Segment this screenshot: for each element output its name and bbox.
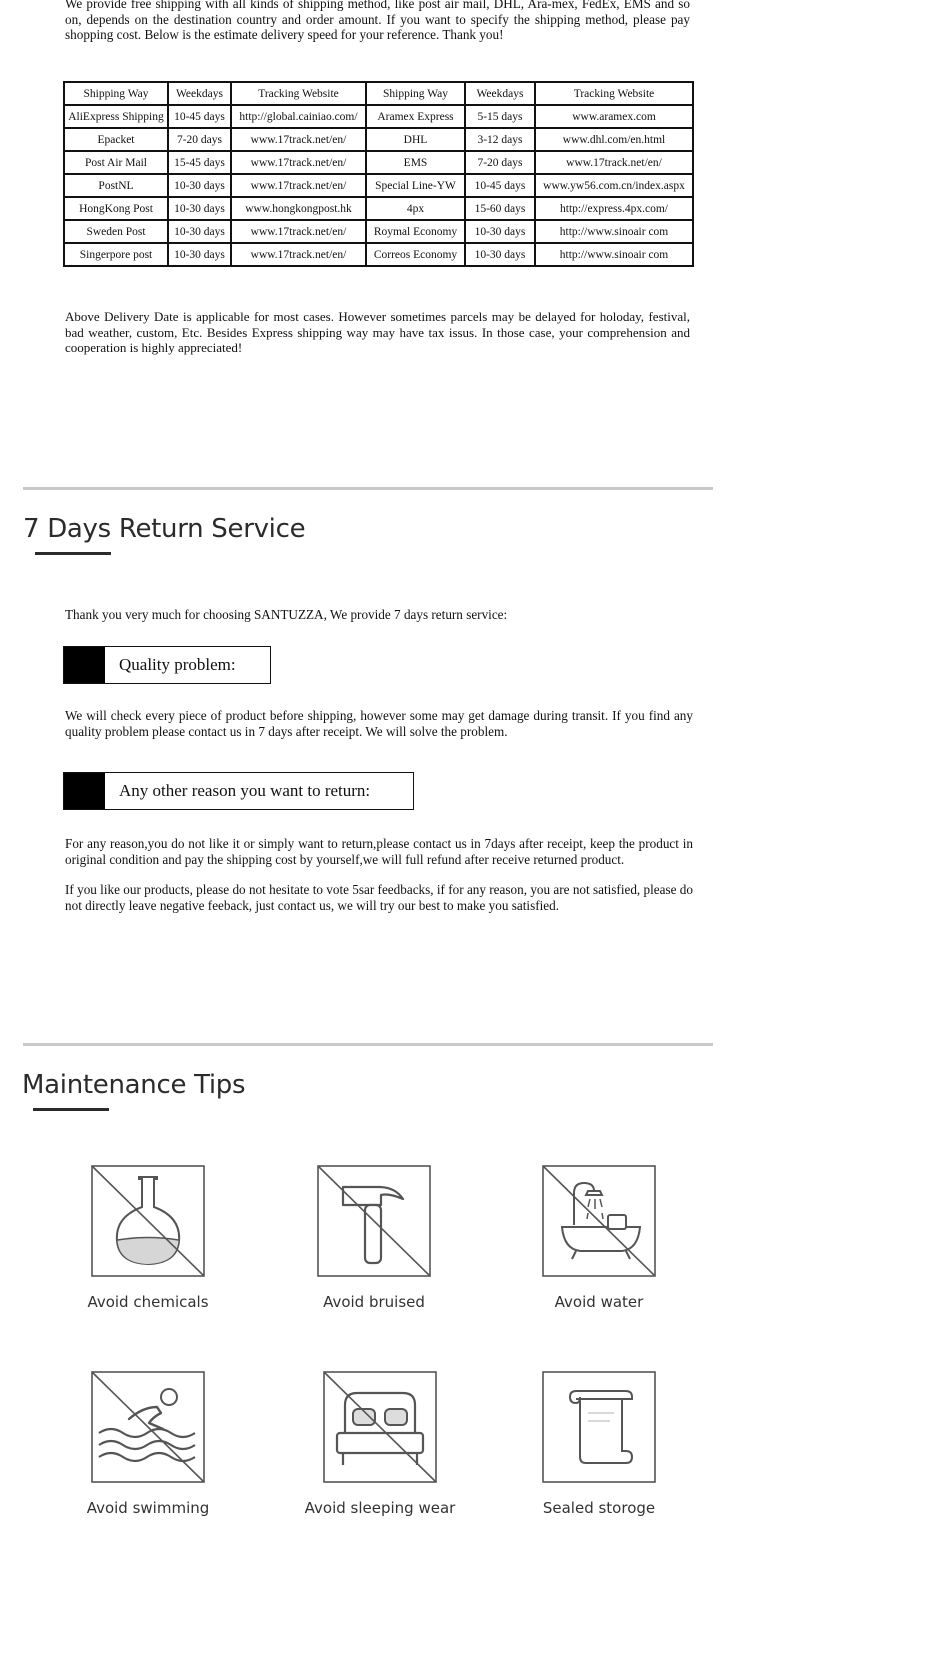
tip-avoid-water: [499, 1165, 699, 1311]
table-cell: 10-45 days: [168, 105, 231, 128]
quality-problem-label: [63, 646, 271, 684]
table-cell: http://www.sinoair com: [535, 243, 693, 266]
table-header: Weekdays: [465, 82, 535, 105]
table-header: Shipping Way: [366, 82, 465, 105]
table-row: [64, 105, 693, 128]
shipping-intro: We provide free shipping with all kinds of shipping method, like post air mail, DHL, Ara-mex, FedEx, EMS and so on, depends on the destination country and order amount. If you want to specify the shipping method, please pay shopping cost. Below is the estimate delivery speed for your reference. Thank you!: [65, 0, 690, 42]
table-cell: HongKong Post: [64, 197, 168, 220]
table-cell: PostNL: [64, 174, 168, 197]
table-row: [64, 220, 693, 243]
table-cell: 3-12 days: [465, 128, 535, 151]
table-cell: Post Air Mail: [64, 151, 168, 174]
flask-icon: [91, 1165, 205, 1277]
table-cell: 10-30 days: [168, 220, 231, 243]
tip-label: Avoid bruised: [323, 1293, 425, 1311]
table-cell: 5-15 days: [465, 105, 535, 128]
tip-label: Avoid swimming: [86, 1499, 210, 1517]
table-cell: DHL: [366, 128, 465, 151]
table-cell: Aramex Express: [366, 105, 465, 128]
section-divider: [23, 487, 713, 490]
table-cell: Special Line-YW: [366, 174, 465, 197]
table-cell: Correos Economy: [366, 243, 465, 266]
table-header-row: [64, 82, 693, 105]
table-cell: www.17track.net/en/: [231, 220, 366, 243]
table-cell: EMS: [366, 151, 465, 174]
shipping-note: Above Delivery Date is applicable for most cases. However sometimes parcels may be delayed for holoday, festival, bad weather, custom, Etc. Besides Express shipping way may have tax issus. In those case, your comprehension and cooperation is highly appreciated!: [65, 309, 690, 355]
table-header: Tracking Website: [231, 82, 366, 105]
tip-label: Avoid water: [554, 1293, 644, 1311]
table-cell: 7-20 days: [465, 151, 535, 174]
tip-label: Avoid chemicals: [87, 1293, 209, 1311]
bathtub-icon: [542, 1165, 656, 1277]
table-row: [64, 174, 693, 197]
table-cell: Epacket: [64, 128, 168, 151]
return-section-title: 7 Days Return Service: [23, 514, 306, 544]
tip-avoid-chemicals: [48, 1165, 248, 1311]
table-cell: 10-30 days: [168, 197, 231, 220]
table-cell: 15-60 days: [465, 197, 535, 220]
table-cell: www.17track.net/en/: [535, 151, 693, 174]
table-row: [64, 243, 693, 266]
table-cell: www.dhl.com/en.html: [535, 128, 693, 151]
table-cell: 10-30 days: [465, 220, 535, 243]
shipping-table: [63, 81, 694, 267]
section-divider: [23, 1043, 713, 1046]
other-reason-description: For any reason,you do not like it or simply want to return,please contact us in 7days after receipt, keep the product in original condition and pay the shipping cost by yourself,we will full refund after receive returned product.: [65, 836, 693, 867]
maintenance-section-title: Maintenance Tips: [22, 1070, 246, 1100]
table-cell: www.17track.net/en/: [231, 174, 366, 197]
table-cell: http://global.cainiao.com/: [231, 105, 366, 128]
scroll-icon: [542, 1371, 656, 1483]
table-cell: 10-30 days: [168, 243, 231, 266]
tip-avoid-bruised: [274, 1165, 474, 1311]
other-reason-label: [63, 772, 414, 810]
table-row: [64, 128, 693, 151]
label-marker: [64, 773, 105, 809]
table-cell: www.yw56.com.cn/index.aspx: [535, 174, 693, 197]
table-cell: http://www.sinoair com: [535, 220, 693, 243]
table-header: Shipping Way: [64, 82, 168, 105]
table-cell: www.17track.net/en/: [231, 243, 366, 266]
table-cell: 10-30 days: [168, 174, 231, 197]
table-cell: 4px: [366, 197, 465, 220]
table-cell: Roymal Economy: [366, 220, 465, 243]
table-row: [64, 151, 693, 174]
tip-avoid-swimming: [48, 1371, 248, 1517]
table-cell: Singerpore post: [64, 243, 168, 266]
table-cell: www.aramex.com: [535, 105, 693, 128]
hammer-icon: [317, 1165, 431, 1277]
tip-label: Sealed storoge: [542, 1499, 656, 1517]
quality-problem-description: We will check every piece of product before shipping, however some may get damage during transit. If you find any quality problem please contact us in 7 days after receipt. We will solve the problem.: [65, 708, 693, 739]
table-cell: 10-30 days: [465, 243, 535, 266]
table-cell: www.hongkongpost.hk: [231, 197, 366, 220]
table-cell: AliExpress Shipping: [64, 105, 168, 128]
title-underline: [35, 552, 111, 555]
table-row: [64, 197, 693, 220]
return-intro: Thank you very much for choosing SANTUZZA, We provide 7 days return service:: [65, 607, 508, 622]
quality-problem-text: Quality problem:: [119, 655, 236, 674]
table-cell: 7-20 days: [168, 128, 231, 151]
tip-sealed-storage: [499, 1371, 699, 1517]
table-cell: 10-45 days: [465, 174, 535, 197]
other-reason-text: Any other reason you want to return:: [119, 781, 371, 800]
tip-label: Avoid sleeping wear: [304, 1499, 456, 1517]
table-cell: www.17track.net/en/: [231, 128, 366, 151]
swimmer-icon: [91, 1371, 205, 1483]
table-header: Tracking Website: [535, 82, 693, 105]
feedback-request: If you like our products, please do not hesitate to vote 5sar feedbacks, if for any reason, you are not satisfied, please do not directly leave negative feeback, just contact us, we will try our best to make you satisfied.: [65, 882, 693, 913]
table-cell: www.17track.net/en/: [231, 151, 366, 174]
table-cell: http://express.4px.com/: [535, 197, 693, 220]
label-marker: [64, 647, 105, 683]
tip-avoid-sleeping-wear: [280, 1371, 480, 1517]
table-cell: 15-45 days: [168, 151, 231, 174]
title-underline: [33, 1108, 109, 1111]
table-header: Weekdays: [168, 82, 231, 105]
bed-icon: [323, 1371, 437, 1483]
table-cell: Sweden Post: [64, 220, 168, 243]
